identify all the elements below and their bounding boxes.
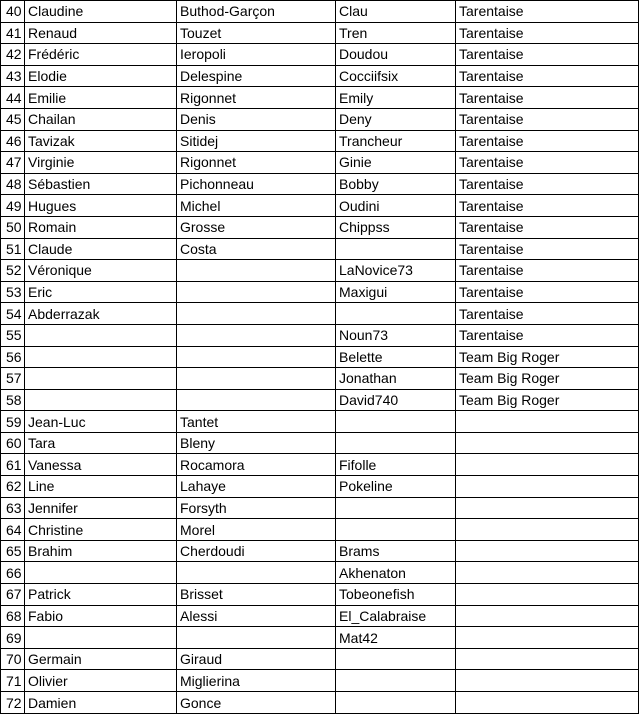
team-cell[interactable]: Tarentaise	[456, 130, 639, 152]
row-number-cell[interactable]: 56	[1, 346, 25, 368]
last-name-cell[interactable]: Grosse	[177, 216, 336, 238]
team-cell[interactable]	[456, 584, 639, 606]
row-number-cell[interactable]: 67	[1, 584, 25, 606]
first-name-cell[interactable]: Renaud	[25, 22, 177, 44]
table-row	[1, 152, 639, 174]
last-name-cell[interactable]: Touzet	[177, 22, 336, 44]
first-name-cell[interactable]: Romain	[25, 216, 177, 238]
table-row	[1, 497, 639, 519]
table-row	[1, 22, 639, 44]
row-number-cell[interactable]: 47	[1, 152, 25, 174]
table-row	[1, 130, 639, 152]
table-row	[1, 368, 639, 390]
row-number-cell[interactable]: 46	[1, 130, 25, 152]
table-row	[1, 65, 639, 87]
last-name-cell[interactable]	[177, 346, 336, 368]
first-name-cell[interactable]: Vanessa	[25, 454, 177, 476]
row-number-cell[interactable]: 43	[1, 65, 25, 87]
team-cell[interactable]	[456, 454, 639, 476]
table-row	[1, 195, 639, 217]
team-cell[interactable]: Tarentaise	[456, 260, 639, 282]
row-number-cell[interactable]: 40	[1, 1, 25, 23]
nickname-cell[interactable]	[336, 411, 456, 433]
nickname-cell[interactable]: Mat42	[336, 627, 456, 649]
nickname-cell[interactable]: Belette	[336, 346, 456, 368]
row-number-cell[interactable]: 51	[1, 238, 25, 260]
first-name-cell[interactable]: Sébastien	[25, 173, 177, 195]
first-name-cell[interactable]: Chailan	[25, 108, 177, 130]
row-number-cell[interactable]: 68	[1, 605, 25, 627]
first-name-cell[interactable]: Tavizak	[25, 130, 177, 152]
table-row	[1, 519, 639, 541]
team-cell[interactable]: Team Big Roger	[456, 389, 639, 411]
nickname-cell[interactable]	[336, 432, 456, 454]
table-row	[1, 584, 639, 606]
first-name-cell[interactable]: Tara	[25, 432, 177, 454]
nickname-cell[interactable]	[336, 497, 456, 519]
last-name-cell[interactable]: Brisset	[177, 584, 336, 606]
team-cell[interactable]	[456, 519, 639, 541]
team-cell[interactable]: Tarentaise	[456, 195, 639, 217]
last-name-cell[interactable]	[177, 260, 336, 282]
last-name-cell[interactable]	[177, 303, 336, 325]
team-cell[interactable]	[456, 432, 639, 454]
team-cell[interactable]: Team Big Roger	[456, 346, 639, 368]
table-row	[1, 260, 639, 282]
table-row	[1, 108, 639, 130]
nickname-cell[interactable]: Deny	[336, 108, 456, 130]
table-row	[1, 454, 639, 476]
first-name-cell[interactable]	[25, 389, 177, 411]
first-name-cell[interactable]: Jean-Luc	[25, 411, 177, 433]
first-name-cell[interactable]: Claudine	[25, 1, 177, 23]
nickname-cell[interactable]: Maxigui	[336, 281, 456, 303]
last-name-cell[interactable]: Alessi	[177, 605, 336, 627]
table-row	[1, 389, 639, 411]
last-name-cell[interactable]: Sitidej	[177, 130, 336, 152]
table-row	[1, 173, 639, 195]
nickname-cell[interactable]: Fifolle	[336, 454, 456, 476]
first-name-cell[interactable]	[25, 562, 177, 584]
row-number-cell[interactable]: 48	[1, 173, 25, 195]
row-number-cell[interactable]: 65	[1, 540, 25, 562]
last-name-cell[interactable]	[177, 389, 336, 411]
row-number-cell[interactable]: 61	[1, 454, 25, 476]
nickname-cell[interactable]: Tobeonefish	[336, 584, 456, 606]
nickname-cell[interactable]: Brams	[336, 540, 456, 562]
row-number-cell[interactable]: 62	[1, 476, 25, 498]
last-name-cell[interactable]: Gonce	[177, 692, 336, 714]
row-number-cell[interactable]: 71	[1, 670, 25, 692]
first-name-cell[interactable]: Eric	[25, 281, 177, 303]
row-number-cell[interactable]: 44	[1, 87, 25, 109]
team-cell[interactable]	[456, 540, 639, 562]
first-name-cell[interactable]: Elodie	[25, 65, 177, 87]
nickname-cell[interactable]: Pokeline	[336, 476, 456, 498]
last-name-cell[interactable]: Miglierina	[177, 670, 336, 692]
first-name-cell[interactable]: Abderrazak	[25, 303, 177, 325]
nickname-cell[interactable]: Cocciifsix	[336, 65, 456, 87]
team-cell[interactable]: Tarentaise	[456, 108, 639, 130]
last-name-cell[interactable]: Tantet	[177, 411, 336, 433]
last-name-cell[interactable]	[177, 562, 336, 584]
team-cell[interactable]: Tarentaise	[456, 324, 639, 346]
first-name-cell[interactable]: Olivier	[25, 670, 177, 692]
nickname-cell[interactable]: Noun73	[336, 324, 456, 346]
row-number-cell[interactable]: 42	[1, 44, 25, 66]
table-row	[1, 324, 639, 346]
table-row	[1, 411, 639, 433]
row-number-cell[interactable]: 63	[1, 497, 25, 519]
first-name-cell[interactable]: Virginie	[25, 152, 177, 174]
first-name-cell[interactable]: Christine	[25, 519, 177, 541]
first-name-cell[interactable]: Claude	[25, 238, 177, 260]
nickname-cell[interactable]: Chippss	[336, 216, 456, 238]
first-name-cell[interactable]: Germain	[25, 648, 177, 670]
first-name-cell[interactable]: Brahim	[25, 540, 177, 562]
table-body	[1, 1, 639, 714]
table-row	[1, 1, 639, 23]
row-number-cell[interactable]: 53	[1, 281, 25, 303]
team-cell[interactable]: Tarentaise	[456, 303, 639, 325]
team-cell[interactable]	[456, 605, 639, 627]
last-name-cell[interactable]: Michel	[177, 195, 336, 217]
row-number-cell[interactable]: 58	[1, 389, 25, 411]
table-row	[1, 540, 639, 562]
first-name-cell[interactable]: Patrick	[25, 584, 177, 606]
first-name-cell[interactable]: Hugues	[25, 195, 177, 217]
last-name-cell[interactable]: Pichonneau	[177, 173, 336, 195]
row-number-cell[interactable]: 64	[1, 519, 25, 541]
table-row	[1, 692, 639, 714]
row-number-cell[interactable]: 72	[1, 692, 25, 714]
nickname-cell[interactable]: Jonathan	[336, 368, 456, 390]
last-name-cell[interactable]	[177, 368, 336, 390]
table-row	[1, 281, 639, 303]
first-name-cell[interactable]: Damien	[25, 692, 177, 714]
last-name-cell[interactable]: Rigonnet	[177, 87, 336, 109]
team-cell[interactable]	[456, 562, 639, 584]
team-cell[interactable]	[456, 497, 639, 519]
row-number-cell[interactable]: 59	[1, 411, 25, 433]
table-row	[1, 44, 639, 66]
first-name-cell[interactable]: Frédéric	[25, 44, 177, 66]
row-number-cell[interactable]: 50	[1, 216, 25, 238]
row-number-cell[interactable]: 54	[1, 303, 25, 325]
row-number-cell[interactable]: 57	[1, 368, 25, 390]
table-row	[1, 346, 639, 368]
first-name-cell[interactable]	[25, 368, 177, 390]
team-cell[interactable]	[456, 627, 639, 649]
last-name-cell[interactable]: Buthod-Garçon	[177, 1, 336, 23]
table-row	[1, 238, 639, 260]
team-cell[interactable]: Team Big Roger	[456, 368, 639, 390]
table-row	[1, 605, 639, 627]
nickname-cell[interactable]	[336, 303, 456, 325]
nickname-cell[interactable]	[336, 670, 456, 692]
nickname-cell[interactable]: David740	[336, 389, 456, 411]
row-number-cell[interactable]: 52	[1, 260, 25, 282]
row-number-cell[interactable]: 49	[1, 195, 25, 217]
last-name-cell[interactable]: Lahaye	[177, 476, 336, 498]
team-cell[interactable]: Tarentaise	[456, 65, 639, 87]
nickname-cell[interactable]: Clau	[336, 1, 456, 23]
nickname-cell[interactable]	[336, 238, 456, 260]
last-name-cell[interactable]: Cherdoudi	[177, 540, 336, 562]
nickname-cell[interactable]: Bobby	[336, 173, 456, 195]
row-number-cell[interactable]: 60	[1, 432, 25, 454]
first-name-cell[interactable]	[25, 627, 177, 649]
team-cell[interactable]	[456, 670, 639, 692]
nickname-cell[interactable]: Tren	[336, 22, 456, 44]
team-cell[interactable]: Tarentaise	[456, 173, 639, 195]
nickname-cell[interactable]: Doudou	[336, 44, 456, 66]
last-name-cell[interactable]: Bleny	[177, 432, 336, 454]
nickname-cell[interactable]	[336, 692, 456, 714]
row-number-cell[interactable]: 69	[1, 627, 25, 649]
team-cell[interactable]: Tarentaise	[456, 216, 639, 238]
team-cell[interactable]	[456, 476, 639, 498]
team-cell[interactable]	[456, 648, 639, 670]
nickname-cell[interactable]: Ginie	[336, 152, 456, 174]
last-name-cell[interactable]: Forsyth	[177, 497, 336, 519]
last-name-cell[interactable]	[177, 627, 336, 649]
team-cell[interactable]: Tarentaise	[456, 22, 639, 44]
table-row	[1, 303, 639, 325]
nickname-cell[interactable]: LaNovice73	[336, 260, 456, 282]
first-name-cell[interactable]: Véronique	[25, 260, 177, 282]
team-cell[interactable]	[456, 692, 639, 714]
nickname-cell[interactable]: Trancheur	[336, 130, 456, 152]
table-row	[1, 627, 639, 649]
last-name-cell[interactable]: Ieropoli	[177, 44, 336, 66]
nickname-cell[interactable]: Emily	[336, 87, 456, 109]
last-name-cell[interactable]: Rigonnet	[177, 152, 336, 174]
table-row	[1, 562, 639, 584]
last-name-cell[interactable]: Delespine	[177, 65, 336, 87]
team-cell[interactable]: Tarentaise	[456, 1, 639, 23]
last-name-cell[interactable]: Costa	[177, 238, 336, 260]
nickname-cell[interactable]	[336, 519, 456, 541]
team-cell[interactable]: Tarentaise	[456, 281, 639, 303]
last-name-cell[interactable]: Morel	[177, 519, 336, 541]
last-name-cell[interactable]	[177, 324, 336, 346]
row-number-cell[interactable]: 45	[1, 108, 25, 130]
table-row	[1, 648, 639, 670]
team-cell[interactable]: Tarentaise	[456, 238, 639, 260]
table-row	[1, 216, 639, 238]
nickname-cell[interactable]: El_Calabraise	[336, 605, 456, 627]
first-name-cell[interactable]: Emilie	[25, 87, 177, 109]
team-cell[interactable]: Tarentaise	[456, 152, 639, 174]
first-name-cell[interactable]	[25, 324, 177, 346]
team-cell[interactable]	[456, 411, 639, 433]
table-row	[1, 87, 639, 109]
first-name-cell[interactable]: Line	[25, 476, 177, 498]
table-row	[1, 432, 639, 454]
first-name-cell[interactable]: Fabio	[25, 605, 177, 627]
team-cell[interactable]: Tarentaise	[456, 44, 639, 66]
nickname-cell[interactable]: Akhenaton	[336, 562, 456, 584]
row-number-cell[interactable]: 70	[1, 648, 25, 670]
row-number-cell[interactable]: 55	[1, 324, 25, 346]
table-row	[1, 670, 639, 692]
nickname-cell[interactable]: Oudini	[336, 195, 456, 217]
row-number-cell[interactable]: 41	[1, 22, 25, 44]
table-row	[1, 476, 639, 498]
last-name-cell[interactable]	[177, 281, 336, 303]
last-name-cell[interactable]: Denis	[177, 108, 336, 130]
first-name-cell[interactable]: Jennifer	[25, 497, 177, 519]
last-name-cell[interactable]: Rocamora	[177, 454, 336, 476]
last-name-cell[interactable]: Giraud	[177, 648, 336, 670]
first-name-cell[interactable]	[25, 346, 177, 368]
row-number-cell[interactable]: 66	[1, 562, 25, 584]
nickname-cell[interactable]	[336, 648, 456, 670]
team-cell[interactable]: Tarentaise	[456, 87, 639, 109]
